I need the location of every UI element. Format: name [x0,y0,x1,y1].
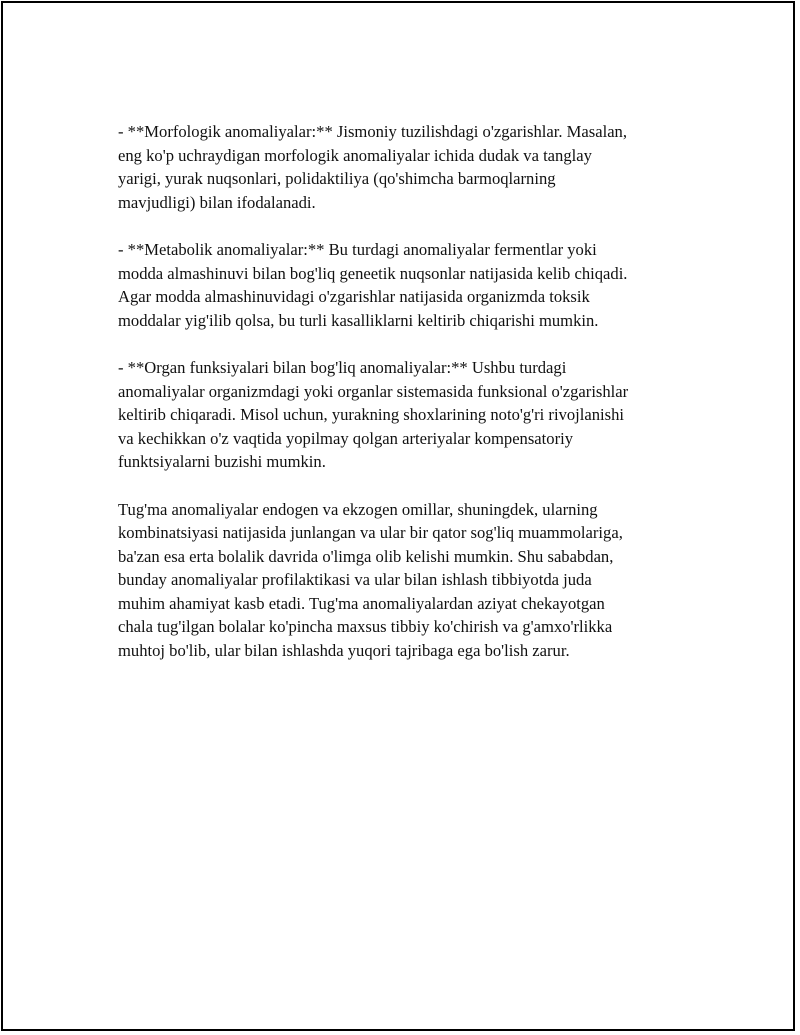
text-line: yarigi, yurak nuqsonlari, polidaktiliya (qo'shimcha barmoqlarning [118,169,556,189]
document-page [1,1,795,1031]
document-body [118,120,698,686]
text-line: Agar modda almashinuvidagi o'zgarishlar natijasida organizmda toksik [118,287,590,307]
text-line: modda almashinuvi bilan bog'liq geneetik nuqsonlar natijasida kelib chiqadi. [118,263,628,283]
text-line: eng ko'p uchraydigan morfologik anomaliyalar ichida dudak va tanglay [118,145,592,165]
text-line: - **Morfologik anomaliyalar:** Jismoniy tuzilishdagi o'zgarishlar. Masalan, [118,122,628,141]
paragraph-metabolic-anomalies [118,238,698,332]
text-line: mavjudligi) bilan ifodalanadi. [118,192,316,212]
text-line: ba'zan esa erta bolalik davrida o'limga olib kelishi mumkin. Shu sababdan, [118,546,614,566]
paragraph-organ-function-anomalies [118,356,698,474]
text-line: - **Organ funksiyalari bilan bog'liq anomaliyalar:** Ushbu turdagi [118,357,567,377]
text-line: muhim ahamiyat kasb etadi. Tug'ma anomaliyalardan aziyat chekayotgan [118,593,605,613]
text-line: kombinatsiyasi natijasida junlangan va ular bir qator sog'liq muammolariga, [118,523,623,543]
text-line: moddalar yig'ilib qolsa, bu turli kasalliklarni keltirib chiqarishi mumkin. [118,310,599,330]
text-line: Tug'ma anomaliyalar endogen va ekzogen omillar, shuningdek, ularning [118,499,598,519]
text-line: muhtoj bo'lib, ular bilan ishlashda yuqori tajribaga ega bo'lish zarur. [118,641,570,661]
paragraph-morphological-anomalies [118,120,698,214]
text-line: - **Metabolik anomaliyalar:** Bu turdagi anomaliyalar fermentlar yoki [118,239,597,259]
text-line: keltirib chiqaradi. Misol uchun, yurakning shoxlarining noto'g'ri rivojlanishi [118,405,625,425]
text-line: chala tug'ilgan bolalar ko'pincha maxsus tibbiy ko'chirish va g'amxo'rlikka [118,617,613,637]
text-line: bunday anomaliyalar profilaktikasi va ular bilan ishlash tibbiyotda juda [118,570,592,590]
text-line: anomaliyalar organizmdagi yoki organlar sistemasida funksional o'zgarishlar [118,381,629,401]
text-line: funktsiyalarni buzishi mumkin. [118,452,326,472]
paragraph-conclusion [118,498,698,663]
text-line: va kechikkan o'z vaqtida yopilmay qolgan arteriyalar kompensatoriy [118,428,574,448]
